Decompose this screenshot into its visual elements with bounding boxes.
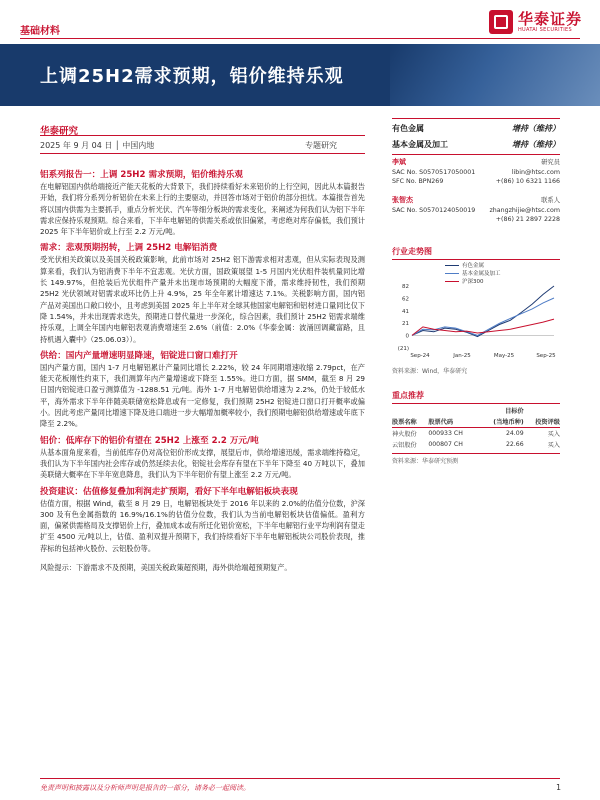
analyst-email[interactable]: zhangzhijie@htsc.com <box>489 206 560 214</box>
section-heading: 投资建议：估值修复叠加利润走扩预期，看好下半年电解铝板块表现 <box>40 486 298 497</box>
analyst-role: 研究员 <box>541 159 560 166</box>
section-heading: 需求：悲观预期拐转，上调 25H2 电解铝消费 <box>40 243 218 254</box>
report-date: 2025 年 9 月 04 日 │ 中国内地 <box>40 141 155 150</box>
section-tag: 基础材料 <box>20 26 60 37</box>
analyst-sac: SAC No. S0570517050001 <box>392 168 476 176</box>
col-header: 目标价 <box>505 408 524 415</box>
meta-rule <box>40 135 365 136</box>
x-tick-label: May-25 <box>493 353 515 359</box>
y-tick-label: (21) <box>397 346 409 352</box>
logo-name-en: HUATAI SECURITIES <box>517 27 572 33</box>
target-price: 24.09 <box>505 430 524 437</box>
ratings <box>392 120 560 152</box>
section-3 <box>40 350 365 430</box>
analyst-role: 联系人 <box>541 197 560 204</box>
chart-rule <box>392 259 560 260</box>
recommend-rule <box>392 403 560 404</box>
stock-rating: 买入 <box>547 442 560 449</box>
analyst-sfc: SFC No. BPN269 <box>392 178 444 185</box>
analyst-name: 张智杰 <box>392 196 413 204</box>
analyst-block-1 <box>392 158 560 187</box>
title-banner <box>0 44 600 106</box>
rating-sector: 有色金属 <box>392 123 424 133</box>
section-paragraph: 从基本面角度来看，当前低库存仍对高位铝价形成支撑，展望后市，供给增速迅缓，需求端维持稳定，我们认为下半年国内社会库存或仍然延续去化，铝锭社会库存有望在下半年下降至 40 万吨以下，叠加美联储大概率在下半年宽息降息，我们认为下半年铝价有望上涨至 2.2 万元/吨。 <box>40 447 365 480</box>
risk-paragraph: 风险提示：下游需求不及预期，美国关税政策超预期，海外供给端超预期复产。 <box>40 563 292 573</box>
target-price: 22.66 <box>505 441 524 448</box>
stock-rating: 买入 <box>547 431 560 438</box>
section-1 <box>40 169 365 237</box>
section-paragraph: 受光伏相关政策以及美国关税政策影响，此前市场对 25H2 铝下游需求相对悲观，但从实际表现及测算来看，我们认为铝消费下半年不宜悲观。光伏方面，国政策展望 1-5 月国内光伏组件装机量同比增长 149.97%，但抢装后光伏组件产量并未出现市场预期的大幅度下滑，需求维持韧性，我们预期 25H2 光伏领域对铝需求或环比仍上升 4.9%，25 年全年累计增速达 7.1%。关税影响方面，国内铝产品对美国出口敞口较小，且考虑到美国 2025 年上半年对全球其他国家电解铝和铝材进口量同比仅下降 1.54%，并未出现需求迭失，预期进口替代量进一步深化，综合因素，我们预计 25H2 铝需求端维持乐观，上调全年国内电解铝表观消费增速至 2.6%（前值：2.0%《华泰金属：波涌回调藏富路，且持机遇入囊中》（25.06.03））。 <box>40 255 365 344</box>
section-paragraph: 估值方面，根据 Wind，截至 8 月 29 日，电解铝板块处于 2016 年以来的 2.0%的估值分位数，沪深 300 及有色金属指数的 16.9%/16.1%的估值分位数，我们认为当前电解铝板块估值偏低。盈利方面，偏紧供需格局及支撑铝价上行，叠加成本或有所迁化铝价宽松，下半年电解铝行业平均利润有望走扩至 4500 元/吨以上，估值、盈利双提升预期下，我们持续看好下半年电解铝板块公司股价表现，推荐标的包括神火股份、云铝股份等。 <box>40 498 365 553</box>
report-category: 专题研究 <box>305 141 337 150</box>
section-heading: 铝系列报告一：上调 25H2 需求预期，铝价维持乐观 <box>40 170 243 180</box>
rating-row <box>392 136 560 152</box>
recommend-table <box>392 405 560 465</box>
y-tick-label: 62 <box>402 296 409 303</box>
chart-source: 资料来源：Wind，华泰研究 <box>392 368 468 375</box>
analyst-name: 李斌 <box>392 158 406 166</box>
table-header-row <box>392 416 560 428</box>
y-tick-label: 41 <box>402 308 409 315</box>
huatai-logo-icon <box>489 10 513 34</box>
stock-name: 云铝股份 <box>392 442 417 449</box>
table-header-row <box>392 405 560 416</box>
chart-title: 行业走势图 <box>392 247 432 256</box>
legend-label: 有色金属 <box>462 263 485 269</box>
section-paragraph: 在电解铝国内供给端接近产能天花板的大背景下，我们持续看好未来铝价的上行空间，因此从本篇报告开始，我们将分系列分析铝价在未来上行的主要驱动，并回答市场对于铝价的部分担忧。本篇报告首先将以国内供需为主要抓手，重点分析光伏、汽车等细分板块的需求变化，来阐述为何我们认为铝下半年需求应保持乐观预期。综合来看，下半年电解铝的供需关系或依旧偏紧，考虑绝对库存偏低，我们预计 2025 年下半年铝价或上行至 2.2 万元/吨。 <box>40 182 365 237</box>
side-rule-2 <box>392 154 560 155</box>
col-header: 股票代码 <box>428 419 454 426</box>
y-tick-label: 0 <box>405 333 409 340</box>
col-header: (当地币种) <box>493 419 524 426</box>
rating-value: 增持（维持） <box>512 123 560 133</box>
section-paragraph: 国内产量方面，国内 1-7 月电解铝累计产量同比增长 2.22%，较 24 年同期增速收缩 2.79pct，在产能天花板刚性约束下，我们测算年内产量增速或下降至 1.55%。进口方面，据 SMM，截至 8 月 29 日国内铝锭进口盈亏测算值为 -1288.51 元/吨。海外 1-7 月电解铝供给增速为 2.2%，仍处于较低水平，海外需求下半年伴随美联储宽松降息或有一定修复，我们预期 25H2 铝锭进口窗口打开概率或偏小。因此考虑产量同比增速下降及进口端进一步大幅增加概率较小，我们预期电解铝供给增速或年底下降至 2.2%。 <box>40 362 365 429</box>
legend-label: 沪深300 <box>462 279 484 285</box>
analyst-email[interactable]: libin@htsc.com <box>511 168 560 176</box>
report-title: 上调25H2需求预期，铝价维持乐观 <box>40 66 344 87</box>
main-body <box>40 165 365 573</box>
col-header: 投资评级 <box>535 419 560 426</box>
table-row <box>392 428 560 440</box>
recommend-source: 资料来源：华泰研究预测 <box>392 453 560 465</box>
col-header: 股票名称 <box>392 419 417 426</box>
top-header <box>0 0 600 40</box>
series-line-3 <box>412 319 554 335</box>
header-rule <box>20 38 580 39</box>
page-number: 1 <box>556 783 562 792</box>
analyst-phone: +(86) 21 2897 2228 <box>495 216 560 223</box>
analyst-phone: +(86) 10 6321 1166 <box>495 178 560 185</box>
section-4 <box>40 435 365 481</box>
x-tick-label: Sep-24 <box>410 353 430 359</box>
industry-trend-chart <box>392 282 560 360</box>
section-heading: 铝价：低库存下的铝价有望在 25H2 上涨至 2.2 万元/吨 <box>40 435 259 446</box>
logo <box>489 10 582 34</box>
recommend-title: 重点推荐 <box>392 391 424 400</box>
legend-label: 基本金属及加工 <box>462 271 501 277</box>
stock-name: 神火股份 <box>392 431 417 438</box>
footer-disclaimer: 免责声明和披露以及分析师声明是报告的一部分，请务必一起阅读。 <box>40 784 250 792</box>
x-tick-label: Sep-25 <box>536 353 556 359</box>
rating-sector: 基本金属及加工 <box>392 139 448 149</box>
logo-name: 华泰证券 <box>517 10 582 28</box>
section-5 <box>40 486 365 554</box>
rating-row <box>392 120 560 136</box>
rating-value: 增持（维持） <box>512 139 560 149</box>
x-tick-label: Jan-25 <box>453 353 471 359</box>
side-rule-1 <box>392 118 560 119</box>
section-2 <box>40 242 365 344</box>
stock-code: 000933 CH <box>428 430 463 437</box>
y-tick-label: 21 <box>402 321 409 328</box>
section-risk <box>40 562 365 573</box>
stock-code: 000807 CH <box>428 441 463 448</box>
y-tick-label: 82 <box>402 284 409 290</box>
meta-rule-2 <box>40 153 365 154</box>
analyst-sac: SAC No. S0570124050019 <box>392 206 476 214</box>
analyst-block-2 <box>392 196 560 225</box>
report-type: 华泰研究 <box>40 126 79 137</box>
footer-rule <box>40 778 560 779</box>
section-heading: 供给：国内产量增速明显降速，铝锭进口窗口难打开 <box>40 350 238 361</box>
table-row <box>392 439 560 450</box>
